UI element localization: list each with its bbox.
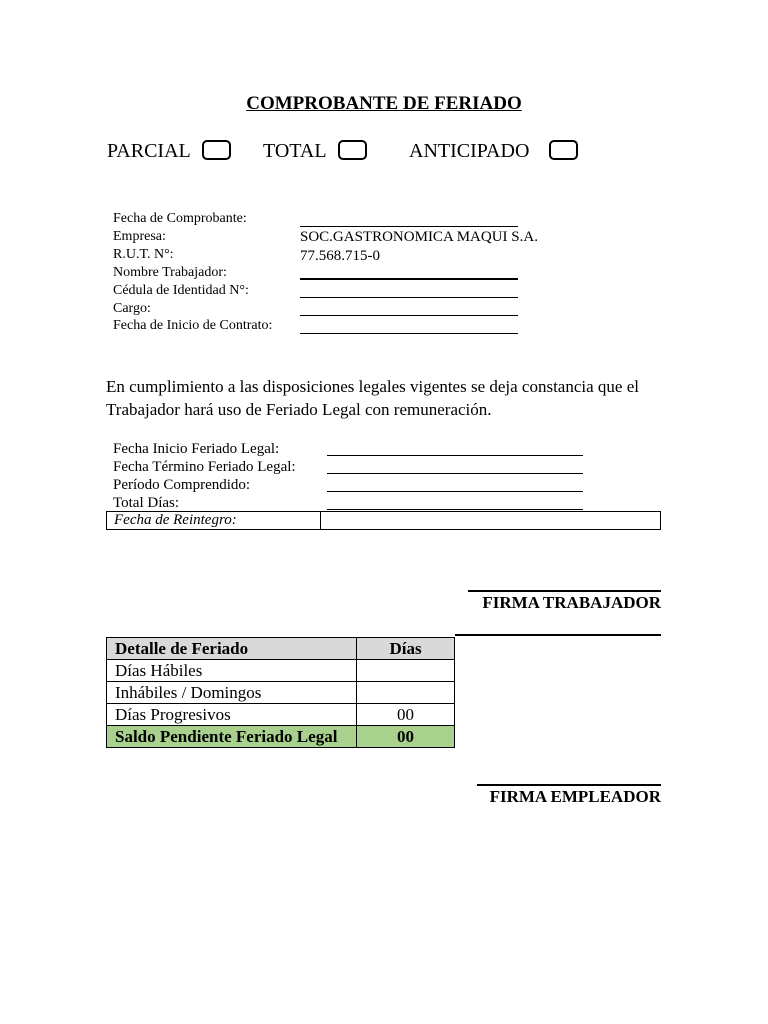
- firma-empleador-line: [477, 784, 661, 786]
- firma-empleador-label: FIRMA EMPLEADOR: [489, 787, 661, 806]
- fecha-termino-feriado-field[interactable]: [327, 473, 583, 474]
- row-label-dias-progresivos: Días Progresivos: [107, 704, 357, 726]
- fecha-inicio-feriado-field[interactable]: [327, 455, 583, 456]
- periodo-comprendido-field[interactable]: [327, 491, 583, 492]
- separator-line: [455, 634, 661, 636]
- nombre-trabajador-label: Nombre Trabajador:: [113, 265, 227, 280]
- table-row: [107, 704, 455, 726]
- header-dias: Días: [357, 638, 455, 660]
- fecha-inicio-contrato-field[interactable]: [300, 333, 518, 334]
- option-anticipado-label: ANTICIPADO: [409, 140, 530, 162]
- total-dias-label: Total Días:: [113, 495, 180, 511]
- empresa-label: Empresa:: [113, 229, 166, 244]
- rut-label: R.U.T. N°:: [113, 247, 174, 262]
- table-row: [107, 660, 455, 682]
- fecha-comprobante-label: Fecha de Comprobante:: [113, 211, 247, 226]
- table-header-row: [107, 638, 455, 660]
- fecha-inicio-feriado-label: Fecha Inicio Feriado Legal:: [113, 441, 280, 457]
- periodo-comprendido-label: Período Comprendido:: [113, 477, 251, 493]
- cargo-field[interactable]: [300, 315, 518, 316]
- row-value-dias-progresivos[interactable]: 00: [357, 704, 455, 726]
- checkbox-total[interactable]: [338, 140, 367, 160]
- rut-value: 77.568.715-0: [300, 248, 380, 264]
- fecha-reintegro-label: Fecha de Reintegro:: [107, 512, 321, 529]
- row-label-dias-habiles: Días Hábiles: [107, 660, 357, 682]
- table-total-row: [107, 726, 455, 748]
- cargo-label: Cargo:: [113, 301, 151, 316]
- document-title: COMPROBANTE DE FERIADO: [246, 93, 522, 114]
- row-value-inhabiles[interactable]: [357, 682, 455, 704]
- saldo-pendiente-label: Saldo Pendiente Feriado Legal: [107, 726, 357, 748]
- fecha-reintegro-field[interactable]: [321, 512, 660, 529]
- declaration-paragraph: En cumplimiento a las disposiciones legales vigentes se deja constancia que el Trabajador hará uso de Feriado Legal con remuneración.: [106, 377, 639, 419]
- header-detalle: Detalle de Feriado: [107, 638, 357, 660]
- firma-trabajador-line: [468, 590, 661, 592]
- cedula-field[interactable]: [300, 297, 518, 298]
- table-row: [107, 682, 455, 704]
- option-parcial-label: PARCIAL: [107, 140, 191, 162]
- fecha-inicio-contrato-label: Fecha de Inicio de Contrato:: [113, 318, 273, 333]
- total-dias-field[interactable]: [327, 509, 583, 510]
- fecha-reintegro-row: [106, 511, 661, 530]
- empresa-value: SOC.GASTRONOMICA MAQUI S.A.: [300, 229, 538, 245]
- option-total-label: TOTAL: [263, 140, 327, 162]
- saldo-pendiente-value: 00: [357, 726, 455, 748]
- row-label-inhabiles: Inhábiles / Domingos: [107, 682, 357, 704]
- detalle-feriado-table: [106, 637, 455, 748]
- checkbox-parcial[interactable]: [202, 140, 231, 160]
- cedula-label: Cédula de Identidad N°:: [113, 283, 249, 298]
- row-value-dias-habiles[interactable]: [357, 660, 455, 682]
- fecha-comprobante-field[interactable]: [300, 226, 518, 227]
- nombre-trabajador-field[interactable]: [300, 278, 518, 280]
- fecha-termino-feriado-label: Fecha Término Feriado Legal:: [113, 459, 296, 475]
- checkbox-anticipado[interactable]: [549, 140, 578, 160]
- firma-trabajador-label: FIRMA TRABAJADOR: [482, 593, 661, 612]
